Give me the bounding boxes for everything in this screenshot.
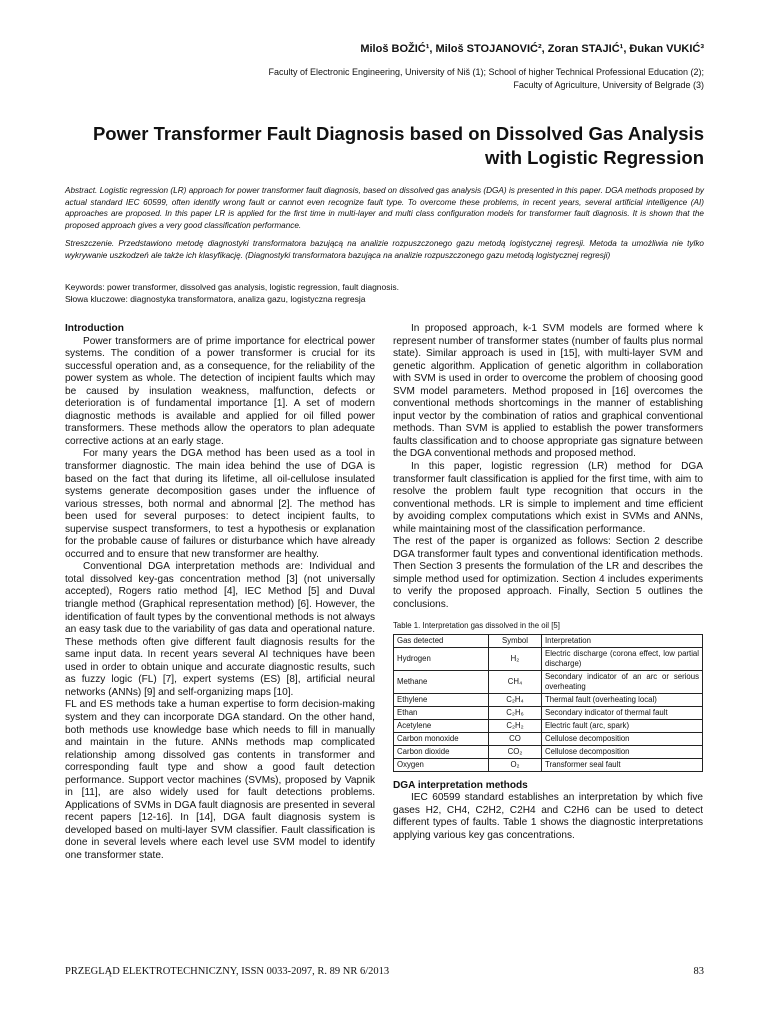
table-cell: Cellulose decomposition: [542, 745, 703, 758]
table-cell: Ethan: [394, 706, 489, 719]
left-column: [65, 323, 375, 863]
table-cell: Carbon monoxide: [394, 732, 489, 745]
table-cell: Electric fault (arc, spark): [542, 719, 703, 732]
table-cell: Transformer seal fault: [542, 758, 703, 771]
table-row: [394, 647, 703, 670]
gas-table: [393, 634, 703, 772]
table-row: [394, 745, 703, 758]
table-cell: CO₂: [489, 745, 542, 758]
abstract-en: Abstract. Logistic regression (LR) approach for power transformer fault diagnosis, based on dissolved gas analysis (DGA) is presented in this paper. DGA methods proposed by actual standard IEC 60599, often identify wrong fault or cannot even recognize fault type. To overcome these problems, in recent years, several artificial intelligence (AI) approaches are proposed. In this paper LR is applied for the first time in multi-layer and multi class configuration models for transformer fault diagnosis. It is shown that the proposed approach gives a very good classification performance.: [65, 186, 704, 230]
section-heading: Introduction: [65, 323, 124, 334]
table-cell: Cellulose decomposition: [542, 732, 703, 745]
table-header: Symbol: [489, 635, 542, 648]
paragraph: In this paper, logistic regression (LR) method for DGA transformer fault classification is applied for the first time, with aim to resolve the problem fault type recognition that occurs in the conventional methods. LR is simple to implement and time efficient by avoiding complex computations which exist in SVMs and ANNs, while maintaining most of the classification performance.: [393, 461, 703, 535]
table-cell: Secondary indicator of an arc or serious overheating: [542, 670, 703, 693]
table-row: [394, 758, 703, 771]
table-row: [394, 706, 703, 719]
table-cell: Carbon dioxide: [394, 745, 489, 758]
table-row: [394, 670, 703, 693]
paragraph: The rest of the paper is organized as follows: Section 2 describe DGA transformer fault types and conventional identification methods. Then Section 3 presents the formulation of the LR and describes the simple method used for optimization. Section 4 includes experiments to verify the proposed approach. Finally, Section 5 outlines the conclusions.: [393, 536, 703, 611]
table-header: Interpretation: [542, 635, 703, 648]
affiliation-line: Faculty of Electronic Engineering, University of Niš (1); School of higher Technical Professional Education (2);: [268, 67, 704, 77]
table-cell: Hydrogen: [394, 647, 489, 670]
authors: Miloš BOŽIĆ¹, Miloš STOJANOVIĆ², Zoran STAJIĆ¹, Đukan VUKIĆ³: [360, 43, 704, 55]
table-row: [394, 732, 703, 745]
table-caption: Table 1. Interpretation gas dissolved in the oil [5]: [393, 620, 560, 630]
table-header: Gas detected: [394, 635, 489, 648]
affiliation-line: Faculty of Agriculture, University of Belgrade (3): [513, 80, 704, 90]
table-cell: C₂H₂: [489, 719, 542, 732]
affiliations: [60, 66, 704, 92]
page-number: 83: [693, 966, 704, 977]
table-cell: C₂H₄: [489, 693, 542, 706]
table-cell: C₂H₆: [489, 706, 542, 719]
table-cell: Thermal fault (overheating local): [542, 693, 703, 706]
paragraph: IEC 60599 standard establishes an interpretation by which five gases H2, CH4, C2H2, C2H4 and C2H6 can be used to detect different types of faults. Table 1 shows the diagnostic interpretations applying various key gas concentrations.: [393, 792, 703, 841]
table-cell: Secondary indicator of thermal fault: [542, 706, 703, 719]
keywords-en: Keywords: power transformer, dissolved gas analysis, logistic regression, fault diagnosis.: [65, 282, 400, 292]
right-column: [393, 323, 703, 842]
paragraph: Power transformers are of prime importance for electrical power systems. The condition of a power transformer is crucial for its successful operation and, as a consequence, for the reliability of the power system as whole. The detection of incipient faults which may be caused by insulation weakness, malfunction, defects or deterioration is of fundamental importance [1]. A set of modern diagnostic methods is available and applied for oil filled power transformers. These methods allow the operators to plan adequate corrective actions at an early stage.: [65, 335, 375, 447]
table-cell: Methane: [394, 670, 489, 693]
keywords: [65, 281, 704, 305]
abstract-pl: Streszczenie. Przedstawiono metodę diagnostyki transformatora bazującą na analizie rozpuszczonego gazu metodą logistycznej regresji. Metoda ta umożliwia nie tylko wykrywanie uszkodzeń ale także ich klasyfikację. (Diagnostyki transformatora bazująca na analizie rozpuszczonego gazu metodą logistycznej regresji): [65, 239, 704, 260]
table-row: [394, 693, 703, 706]
table-cell: CO: [489, 732, 542, 745]
journal-citation: PRZEGLĄD ELEKTROTECHNICZNY, ISSN 0033-2097, R. 89 NR 6/2013: [65, 966, 390, 977]
table-cell: Ethylene: [394, 693, 489, 706]
section-heading: DGA interpretation methods: [393, 779, 528, 791]
table-cell: Electric discharge (corona effect, low partial discharge): [542, 647, 703, 670]
paragraph: For many years the DGA method has been used as a tool in transformer diagnostic. The main idea behind the use of DGA is based on the fact that during its lifetime, all oil-cellulose insulated systems generate decomposition gases under the influence of various stresses, both normal and abnormal [2]. The method has been used for several purposes: to detect incipient faults, to supervise suspect transformers, to test a hypothesis or explanation for the probable cause of failures or disturbance which have already occurred and to ensure that new transformer are healthy.: [65, 448, 375, 560]
paragraph: FL and ES methods take a human expertise to form decision-making system and they can incorporate DGA standard. On the other hand, both methods use knowledge base which needs to fill in manually and maintain in the future. ANNs methods map complicated relationship among dissolved gas contents in transformer and corresponding fault type and show a good fault detection performance. Support vector machines (SVMs), proposed by Vapnik in [11], are also widely used for fault detections problems. Applications of SVMs in DGA fault diagnosis are presented in several recent papers [12-16]. In [14], DGA fault diagnosis system is developed based on multi-layer SVM classifier. Fault classification is done in several levels where each level use SVM model to identify one transformer state.: [65, 699, 375, 861]
page-footer: [65, 966, 704, 977]
table-row: [394, 719, 703, 732]
keywords-pl: Słowa kluczowe: diagnostyka transformatora, analiza gazu, logistyczna regresja: [65, 294, 366, 304]
table-header-row: [394, 635, 703, 648]
table-cell: H₂: [489, 647, 542, 670]
table-cell: O₂: [489, 758, 542, 771]
table-cell: Acetylene: [394, 719, 489, 732]
table-cell: CH₄: [489, 670, 542, 693]
table-cell: Oxygen: [394, 758, 489, 771]
paragraph: In proposed approach, k-1 SVM models are formed where k represent number of transformer states (number of faults plus normal state). Similar approach is used in [15], with multi-layer SVM and genetic algorithm. Application of genetic algorithm in collaboration with SVM is used in order to overcome the problem of choosing good SVM model parameters. Method proposed in [16] overcomes the conventional methods shortcomings in the manner of establishing input vector by the combination of ratios and graphical conventional methods. Than SVM is applied to establish the power transformers faults classification and to choose appropriate gas signature between the DGA conventional methods and proposed method.: [393, 323, 703, 460]
paragraph: Conventional DGA interpretation methods are: Individual and total dissolved key-gas concentration method [3] (not universally accepted), Rogers ratio method [4], IEC Method [5] and Duval triangle method (Graphical representation method) [6]. However, the identification of fault types by the conventional methods is not always an easy task due to the variability of gas data and operational nature. These methods often give different fault diagnosis results for the same input data. In recent years several AI techniques have been used in order to obtain unique and accurate diagnostic results, such as fuzzy logic (FL) [7], expert systems (ES) [8], artificial neural networks (ANNs) [9] and self-organizing maps [10].: [65, 561, 375, 698]
paper-title: Power Transformer Fault Diagnosis based on Dissolved Gas Analysis with Logistic Regression: [92, 123, 704, 168]
